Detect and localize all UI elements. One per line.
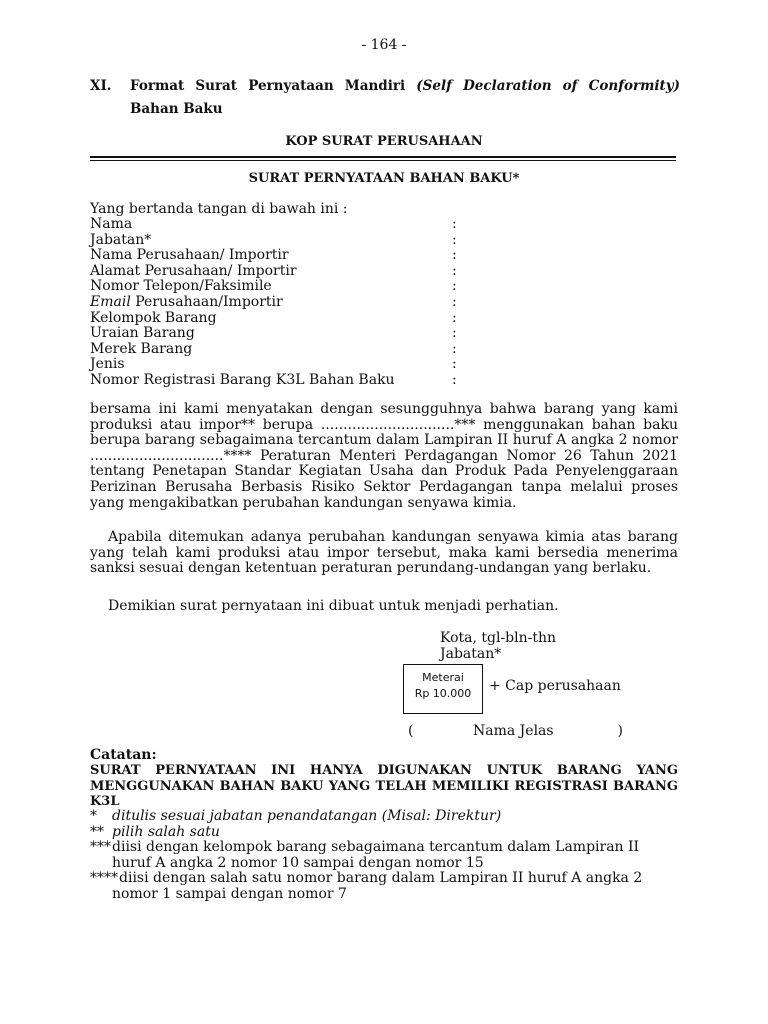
field-row — [90, 248, 490, 264]
stamp-label: Meterai — [422, 671, 464, 684]
footnote-text: ditulis sesuai jabatan penandatangan (Misal: Direktur) — [112, 808, 502, 824]
field-colon: : — [452, 262, 457, 279]
field-label — [90, 311, 217, 327]
field-colon: : — [452, 293, 457, 310]
footnotes — [90, 809, 680, 903]
field-label-text: Nomor Telepon/Faksimile — [90, 278, 272, 295]
footnote-item — [90, 825, 680, 841]
field-row — [90, 264, 490, 280]
field-label-text: Nama Perusahaan/ Importir — [90, 247, 289, 264]
field-label-text: Nomor Registrasi Barang K3L Bahan Baku — [90, 371, 395, 388]
field-label-text: Nama — [90, 216, 133, 232]
field-colon: : — [452, 340, 457, 357]
field-colon: : — [452, 216, 457, 232]
statement-paragraph: bersama ini kami menyatakan dengan sesungguhnya bahwa barang yang kami produksi atau impor** berupa ..............................*** menggunakan bahan baku berupa barang sebagaimana tercantum dalam Lampiran II huruf A angka 2 nomor ..............................**** Peraturan Menteri Perdagangan Nomor 26 Tahun 2021 tentang Penetapan Standar Kegiatan Usaha dan Produk Pada Penyelenggaraan Perizinan Berusaha Berbasis Risiko Sektor Perdagangan tanpa melalui proses yang mengakibatkan perubahan kandungan senyawa kimia. — [90, 401, 678, 511]
field-label — [90, 295, 283, 311]
field-label-text: Uraian Barang — [90, 325, 195, 342]
intro-line: Yang bertanda tangan di bawah ini : — [90, 201, 348, 217]
field-row — [90, 342, 490, 358]
field-label-text: Kelompok Barang — [90, 309, 217, 326]
section-title-line1 — [130, 78, 680, 94]
field-colon: : — [452, 231, 457, 248]
signer-position: Jabatan* — [440, 646, 502, 662]
field-row — [90, 217, 490, 233]
field-label-text: Perusahaan/Importir — [130, 293, 283, 310]
field-colon: : — [452, 371, 457, 388]
field-label — [90, 357, 125, 373]
sanction-paragraph: Apabila ditemukan adanya perubahan kandungan senyawa kimia atas barang yang telah kami produksi atau impor tersebut, maka kami bersedia menerima sanksi sesuai dengan ketentuan peraturan perundang-undangan yang berlaku. — [90, 529, 678, 577]
section-title-line2: Bahan Baku — [130, 101, 223, 117]
field-row — [90, 373, 490, 389]
stamp-duty-box — [403, 664, 483, 714]
footnote-text: diisi dengan salah satu nomor barang dalam Lampiran II huruf A angka 2 nomor 1 sampai dengan nomor 7 — [112, 870, 643, 902]
paren-close: ) — [617, 723, 623, 739]
field-colon: : — [452, 325, 457, 342]
field-label — [90, 264, 297, 280]
field-label-text: Jabatan* — [90, 231, 152, 248]
field-row — [90, 233, 490, 249]
footnote-text: pilih salah satu — [112, 823, 220, 840]
letter-title: SURAT PERNYATAAN BAHAN BAKU* — [248, 171, 520, 186]
field-label-italic: Email — [90, 293, 131, 310]
place-date: Kota, tgl-bln-thn — [440, 630, 557, 646]
field-row — [90, 311, 490, 327]
field-label — [90, 373, 395, 389]
field-label — [90, 342, 192, 358]
stamp-amount: Rp 10.000 — [414, 687, 472, 700]
field-label-text: Merek Barang — [90, 340, 193, 357]
footnote-marker: *** — [90, 839, 111, 856]
footnote-item — [90, 871, 680, 902]
closing-paragraph: Demikian surat pernyataan ini dibuat untuk menjadi perhatian. — [108, 598, 559, 614]
signer-name: Nama Jelas — [473, 723, 554, 739]
notes-label: Catatan: — [90, 747, 157, 763]
field-label — [90, 217, 132, 233]
field-label-text: Jenis — [90, 356, 125, 373]
page-number: - 164 - — [361, 37, 407, 53]
footnote-marker: **** — [90, 870, 118, 887]
identity-fields — [90, 217, 490, 389]
footnote-text: diisi dengan kelompok barang sebagaimana tercantum dalam Lampiran II huruf A angka 2 nomor 10 sampai dengan nomor 15 — [112, 839, 640, 871]
field-label — [90, 248, 289, 264]
field-colon: : — [452, 309, 457, 326]
field-row — [90, 295, 490, 311]
field-row — [90, 357, 490, 373]
footnote-item — [90, 809, 680, 825]
field-colon: : — [452, 356, 457, 373]
field-colon: : — [452, 278, 457, 295]
footnote-marker: * — [90, 808, 97, 824]
field-label — [90, 233, 151, 249]
section-title-bold: Format Surat Pernyataan Mandiri — [130, 78, 406, 94]
field-row — [90, 326, 490, 342]
field-label — [90, 326, 195, 342]
footnote-marker: ** — [90, 823, 104, 840]
notes-warning: SURAT PERNYATAAN INI HANYA DIGUNAKAN UNTUK BARANG YANG MENGGUNAKAN BAHAN BAKU YANG TELAH MEMILIKI REGISTRASI BARANG K3L — [90, 763, 678, 810]
company-seal-note: + Cap perusahaan — [489, 678, 621, 694]
field-colon: : — [452, 247, 457, 264]
letterhead-rule-thick — [90, 156, 676, 158]
letterhead-rule-thin — [90, 160, 676, 161]
field-label — [90, 279, 272, 295]
field-row — [90, 279, 490, 295]
letterhead-placeholder: KOP SURAT PERUSAHAAN — [285, 134, 483, 149]
section-title-italic: (Self Declaration of Conformity) — [416, 78, 680, 94]
field-label-text: Alamat Perusahaan/ Importir — [90, 262, 297, 279]
section-number: XI. — [90, 78, 112, 94]
paren-open: ( — [408, 723, 414, 739]
footnote-item — [90, 840, 680, 871]
